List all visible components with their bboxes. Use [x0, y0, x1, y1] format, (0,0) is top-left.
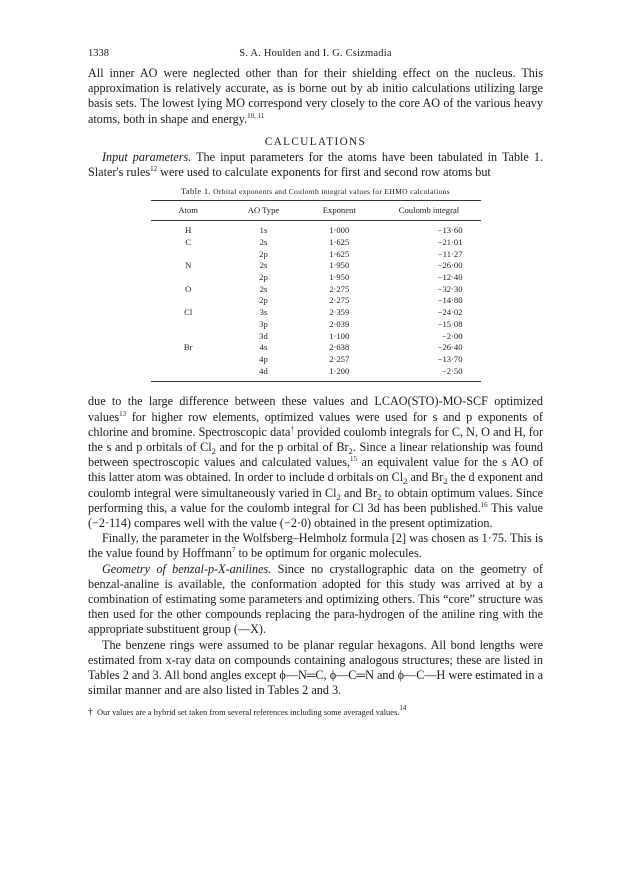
table-caption-rest: Orbital exponents and Coulomb integral values for EHMO calculations: [210, 187, 451, 197]
due-ref-13: 13: [119, 409, 127, 418]
due-sub-1: 2: [211, 445, 216, 456]
table-row: [151, 237, 481, 249]
table-row: [151, 342, 481, 354]
paragraph-finally: [88, 531, 543, 561]
cell-coulomb-integral: −2·50: [377, 366, 480, 382]
section-heading: CALCULATIONS: [264, 135, 367, 148]
cell-atom: [151, 319, 226, 331]
cell-ao-type: 2s: [259, 236, 268, 247]
due-ref-16: 16: [480, 500, 488, 509]
finally-text-2: to be optimum for organic molecules.: [235, 546, 422, 561]
cell-ao-type: 3s: [259, 307, 268, 318]
cell-exponent: 1·000: [329, 225, 350, 236]
table-row: [151, 249, 481, 261]
geometry-label: Geometry of benzal-p-X-anilines.: [102, 561, 272, 576]
intro-text: All inner AO were neglected other than for their shielding effect on the nucleus. This approximation is relatively accurate, as is borne out by ab initio calculations utilizing large basis sets. The lowest lying MO correspond very closely to the core AO of the various heavy atoms, both in shape and energy.: [88, 66, 543, 126]
due-text-7: and Br: [407, 470, 444, 485]
cell-exponent: 1·950: [329, 272, 350, 283]
col-header-coulomb: Coulomb integral: [377, 201, 480, 221]
cell-coulomb-integral: −24·02: [437, 307, 463, 318]
cell-coulomb-integral: −14·80: [437, 295, 463, 306]
col-header-exponent: Exponent: [301, 201, 377, 221]
table-row: [151, 272, 481, 284]
input-params-text-b: were used to calculate exponents for first and second row atoms but: [157, 165, 491, 180]
page-number: 1338: [88, 48, 109, 59]
table-row: [151, 260, 481, 272]
input-params-paragraph: [88, 150, 543, 180]
cell-ao-type: 1s: [259, 225, 268, 236]
table-caption: [88, 186, 543, 196]
cell-ao-type: 2p: [259, 272, 268, 283]
cell-exponent: 1·950: [329, 260, 350, 271]
due-sub-5: 2: [336, 491, 341, 502]
cell-ao-type: 2p: [259, 295, 268, 306]
table-row: [151, 307, 481, 319]
cell-atom: C: [185, 236, 192, 247]
cell-atom: [151, 249, 226, 261]
table-caption-lead: Table 1.: [180, 186, 211, 197]
finally-text-1: Finally, the parameter in the Wolfsberg–Helmholz formula [2] was chosen as 1·75. This is the value found by Hoffmann: [88, 531, 543, 561]
col-header-ao-type: AO Type: [226, 201, 301, 221]
cell-atom: N: [185, 260, 192, 271]
cell-coulomb-integral: −11·27: [437, 248, 463, 259]
cell-coulomb-integral: −26·00: [437, 260, 463, 271]
page-header: [88, 48, 543, 66]
col-header-atom: Atom: [151, 201, 226, 221]
intro-refs: 10, 11: [247, 111, 265, 120]
footnote: [88, 704, 543, 719]
cell-coulomb-integral: −21·01: [437, 236, 463, 247]
due-text-8: the d exponent and coulomb integral were simultaneously varied in Cl: [88, 470, 543, 500]
due-text-3: provided coulomb integrals for C, N, O and H, for the s and p orbitals of Cl: [88, 424, 544, 454]
cell-exponent: 1·625: [329, 236, 350, 247]
running-title: S. A. Houlden and I. G. Csizmadia: [239, 48, 392, 59]
cell-coulomb-integral: −13·70: [437, 353, 463, 364]
cell-ao-type: 4p: [259, 353, 268, 364]
cell-atom: [151, 272, 226, 284]
footnote-ref: 14: [399, 704, 407, 713]
cell-ao-type: 4d: [226, 366, 301, 382]
due-text-6: an equivalent value for the s AO of this latter atom was obtained. In order to include d orbitals on Cl: [88, 455, 543, 485]
cell-coulomb-integral: −2·00: [441, 330, 463, 341]
intro-paragraph: [88, 66, 543, 127]
cell-ao-type: 2s: [259, 260, 268, 271]
cell-ao-type: 2p: [259, 248, 268, 259]
cell-atom: H: [185, 225, 192, 236]
table-row: [151, 295, 481, 307]
due-text-1: due to the large difference between these values and LCAO(STO)-MO-SCF optimized values: [88, 394, 543, 424]
cell-exponent: 2·359: [329, 307, 350, 318]
due-text-9: and Br: [340, 485, 378, 500]
orbital-table: [151, 200, 481, 382]
cell-exponent: 2·039: [329, 318, 350, 329]
table-row: [151, 319, 481, 331]
footnote-dagger: †: [88, 707, 93, 719]
table-body: [151, 221, 481, 382]
due-text-5: . Since a linear relationship was found between spectroscopic values and calculated values,: [88, 439, 544, 470]
due-text-2: for higher row elements, optimized values were used for s and p exponents of chlorine and bromine. Spectroscopic data: [88, 409, 543, 439]
table-row: [151, 354, 481, 366]
due-text-11: This value (−2·114) compares well with the value (−2·0) obtained in the present optimization.: [88, 500, 543, 530]
cell-atom: [151, 295, 226, 307]
cell-atom: Cl: [184, 307, 193, 318]
cell-atom: [151, 354, 226, 366]
due-sub-2: 2: [348, 445, 353, 456]
table-row: [151, 221, 481, 237]
paragraph-benzene: The benzene rings were assumed to be planar regular hexagons. All bond lengths were estimated from x-ray data on compounds containing analogous structures; these are listed in Tables 2 and 3. All bond angles except ϕ—N═C, ϕ—C═N and ϕ—C—H were estimated in a similar manner and are also listed in Tables 2 and 3.: [88, 637, 543, 698]
cell-atom: [151, 366, 226, 382]
input-params-label: Input parameters.: [102, 149, 192, 164]
cell-atom: O: [185, 283, 192, 294]
cell-atom: Br: [183, 342, 193, 353]
cell-exponent: 2·638: [329, 342, 350, 353]
cell-ao-type: 3d: [259, 330, 268, 341]
input-params-ref: 12: [150, 165, 158, 174]
footnote-text: Our values are a hybrid set taken from several references including some averaged values.: [97, 708, 400, 718]
due-ref-15: 15: [350, 455, 357, 464]
cell-exponent: 1·100: [329, 330, 350, 341]
paper-page: [88, 48, 543, 718]
cell-coulomb-integral: −15·08: [437, 318, 463, 329]
cell-exponent: 1·200: [301, 366, 377, 382]
cell-exponent: 2·275: [329, 283, 350, 294]
cell-ao-type: 3p: [259, 318, 268, 329]
cell-ao-type: 2s: [259, 283, 268, 294]
due-sub-4: 2: [443, 476, 448, 487]
table-row: [151, 366, 481, 382]
input-params-text-a: The input parameters for the atoms have been tabulated in Table 1. Slater's rules: [88, 149, 543, 180]
cell-ao-type: 4s: [259, 342, 268, 353]
cell-coulomb-integral: −32·30: [437, 283, 463, 294]
table-header-row: [151, 201, 481, 221]
due-text-4: and for the p orbital of Br: [215, 439, 349, 454]
table-row: [151, 331, 481, 343]
due-dagger-mark: †: [290, 424, 295, 433]
cell-exponent: 2·275: [329, 295, 350, 306]
cell-coulomb-integral: −26·40: [437, 342, 463, 353]
paragraph-geometry: [88, 562, 543, 638]
cell-exponent: 2·257: [329, 353, 350, 364]
due-sub-3: 2: [403, 476, 408, 487]
cell-coulomb-integral: −12·40: [437, 272, 463, 283]
paragraph-due: [88, 394, 543, 531]
table-row: [151, 284, 481, 296]
cell-exponent: 1·625: [329, 248, 350, 259]
finally-ref-7: 7: [231, 546, 236, 555]
geometry-text: Since no crystallographic data on the geometry of benzal-analine is available, the conformation adopted for this study was arrived at by a combination of estimating some parameters and optimizing others. This “core” structure was then used for the other compounds replacing the para-hydrogen of the aniline ring with the appropriate substituent group (—X).: [88, 561, 543, 637]
due-text-10: to obtain optimum values. Since performing this, a value for the coulomb integral for Cl 3d has been published.: [88, 485, 543, 515]
cell-coulomb-integral: −13·60: [437, 225, 463, 236]
cell-atom: [151, 331, 226, 343]
due-sub-6: 2: [377, 491, 382, 502]
